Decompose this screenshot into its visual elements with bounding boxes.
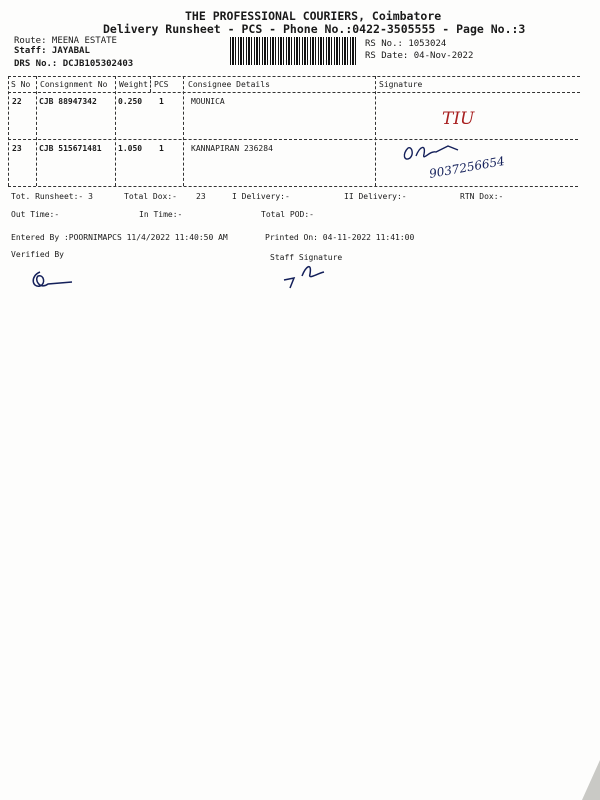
row-consignment-no: CJB 88947342 xyxy=(39,97,97,106)
svg-text:TIU: TIU xyxy=(442,109,475,129)
staff-signature-mark xyxy=(280,260,330,290)
col-divider xyxy=(150,76,151,92)
entered-by: Entered By :POORNIMAPCS 11/4/2022 11:40:50 AM xyxy=(11,233,228,242)
col-header-weight: Weight xyxy=(119,80,148,89)
row-signature-handwriting xyxy=(400,136,525,184)
col-header-pcs: PCS xyxy=(154,80,169,89)
ii-delivery-label: II Delivery:- xyxy=(344,192,407,201)
verified-by-signature xyxy=(26,266,76,296)
col-header-signature: Signature xyxy=(379,80,423,89)
row-consignee: KANNAPIRAN 236284 xyxy=(191,144,273,153)
col-divider xyxy=(115,76,116,186)
col-header-consignment: Consignment No xyxy=(40,80,108,89)
rtn-dox-label: RTN Dox:- xyxy=(460,192,504,201)
staff-label: Staff: JAYABAL xyxy=(14,46,90,56)
col-divider xyxy=(8,76,9,186)
rs-number: RS No.: 1053024 xyxy=(365,39,447,49)
row-sno: 22 xyxy=(12,97,22,106)
out-time-label: Out Time:- xyxy=(11,210,60,219)
rs-date: RS Date: 04-Nov-2022 xyxy=(365,51,474,61)
row-signature-handwriting xyxy=(440,104,490,130)
table-header-border xyxy=(8,92,580,93)
row-pcs: 1 xyxy=(159,97,164,106)
runsheet-title: Delivery Runsheet - PCS - Phone No.:0422-3505555 - Page No.:3 xyxy=(103,22,526,36)
row-sno: 23 xyxy=(12,144,22,153)
row-pcs: 1 xyxy=(159,144,164,153)
total-dox-label: Total Dox:- xyxy=(124,192,177,201)
scan-edge-shadow xyxy=(582,760,600,800)
in-time-label: In Time:- xyxy=(139,210,183,219)
col-header-consignee: Consignee Details xyxy=(188,80,270,89)
verified-by-label: Verified By xyxy=(11,250,64,259)
tot-runsheet: Tot. Runsheet:- 3 xyxy=(11,192,93,201)
col-divider xyxy=(375,76,376,186)
barcode xyxy=(230,37,358,65)
table-top-border xyxy=(8,76,580,77)
drs-number: DRS No.: DCJB105302403 xyxy=(14,59,134,69)
col-header-sno: S No xyxy=(11,80,31,89)
col-divider xyxy=(36,76,37,186)
table-bottom-border xyxy=(8,186,578,187)
total-pod-label: Total POD:- xyxy=(261,210,314,219)
row-consignment-no: CJB 515671481 xyxy=(39,144,102,153)
row-consignee: MOUNICA xyxy=(191,97,225,106)
svg-text:9037256654: 9037256654 xyxy=(428,153,506,181)
route-label: Route: MEENA ESTATE xyxy=(14,36,117,46)
i-delivery-label: I Delivery:- xyxy=(232,192,290,201)
staff-signature-label: Staff Signature xyxy=(270,253,343,262)
col-divider xyxy=(183,76,184,186)
total-dox-value: 23 xyxy=(196,192,206,201)
company-name: THE PROFESSIONAL COURIERS, Coimbatore xyxy=(185,9,442,23)
row-weight: 0.250 xyxy=(118,97,143,106)
printed-on: Printed On: 04-11-2022 11:41:00 xyxy=(265,233,415,242)
row-weight: 1.050 xyxy=(118,144,143,153)
